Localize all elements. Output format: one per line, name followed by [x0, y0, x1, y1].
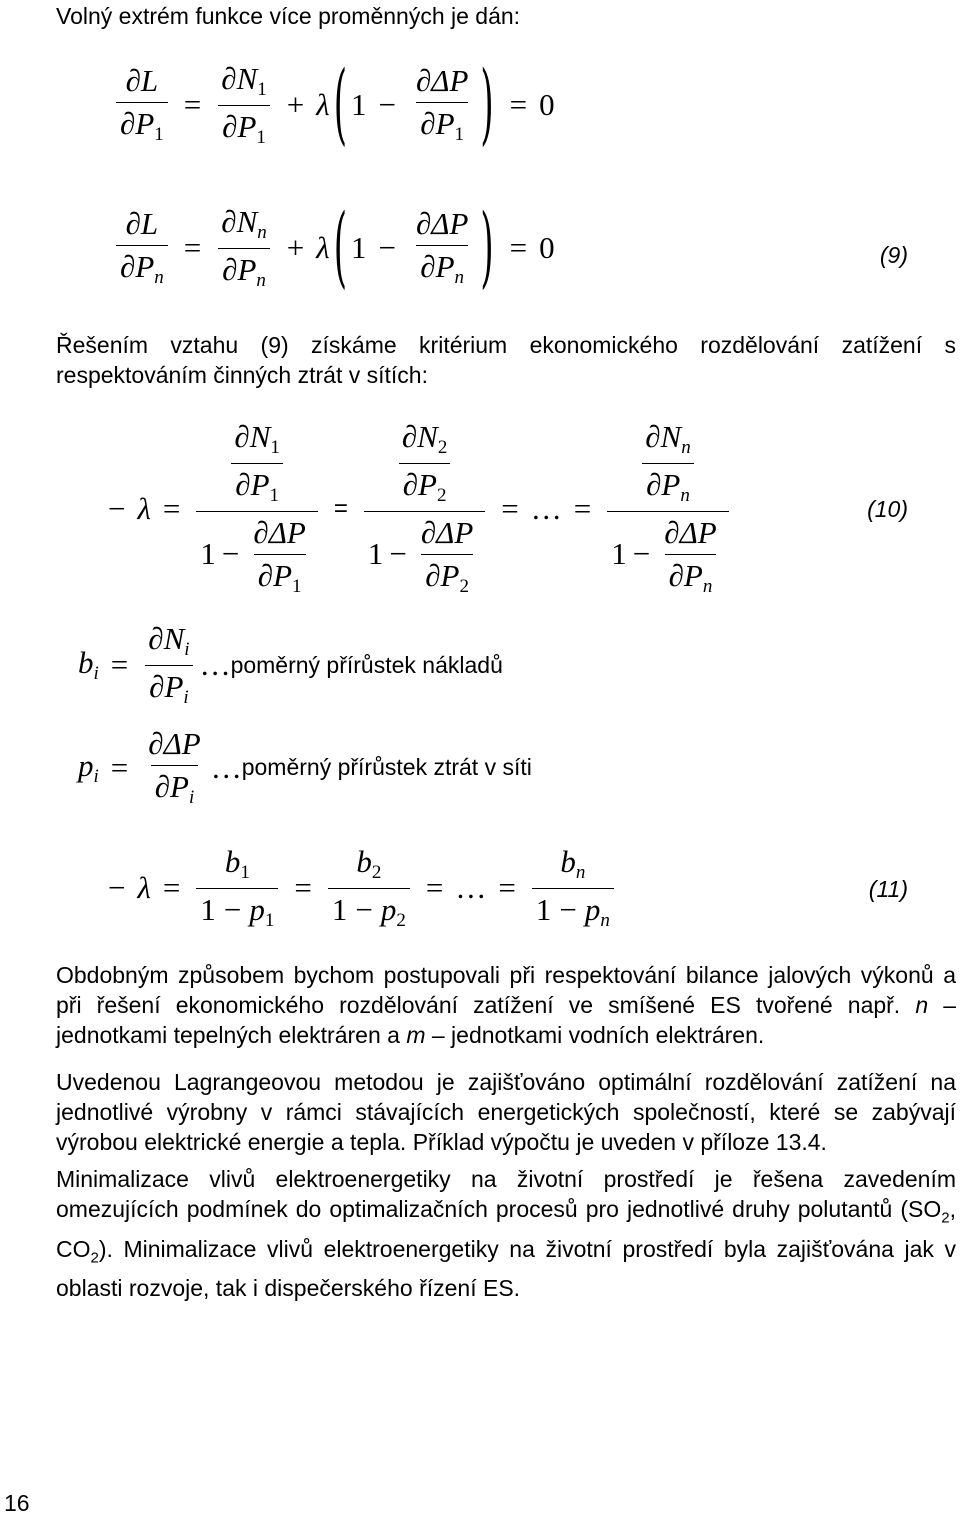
definition-p-text: poměrný přírůstek ztrát v síti — [241, 754, 532, 781]
paragraph-reactive: Obdobným způsobem bychom postupovali při respektování bilance jalových výkonů a při řešení ekonomického rozdělování zatížení ve smíšené ES tvořené např. n – jednotkami tepelných elektráren a m – jednotkami vodních elektráren. — [56, 962, 957, 1048]
definition-b-text: poměrný přírůstek nákladů — [230, 651, 503, 678]
intro-text: Volný extrém funkce více proměnných je dán: — [56, 3, 521, 29]
equation-number-11: (11) — [868, 876, 908, 902]
equation-11: − λ = $\frac{b_1}{1 - p_1}$ = $\frac{b_2}{1 - p_2}$ = … = $\frac{b_n}{1 - p_n}$ — [108, 845, 618, 932]
definition-b-i: $b_i$ = $\frac{\partial N_i}{\partial P_i}$ … poměrný přírůstek nákladů — [78, 621, 503, 708]
equation-partial-p1: $\frac{\partial L}{\partial P_1}$ = $\frac{\partial N_1}{\partial P_1}$ + λ ( 1 − $\frac{\partial\Delta P}{\partial P_1}$ ) = 0 — [112, 62, 555, 149]
equation-10: − λ = $\frac{\partial N_1}{\partial P_1}$ 1 − $\frac{\partial\Delta P}{\partial P_1}$ = $\frac{\partial N_2}{\partial P_2}$ 1 − $\frac{\partial\Delta P}{\partial P_2}$ = … = $\frac{\partial N_n}{\partial P_n}$ 1 − $\frac{\partial\Delta P}{\partial P_n}$ — [108, 420, 733, 598]
paragraph-lagrange: Uvedenou Lagrangeovou metodou je zajišťováno optimální rozdělování zatížení na jednotlivé výrobny v rámci stávajících energetických společností, které se zabývají výrobou elektrické energie a tepla. Příklad výpočtu je uveden v příloze 13.4. — [56, 1069, 956, 1155]
equation-partial-pn: $\frac{\partial L}{\partial P_n}$ = $\frac{\partial N_n}{\partial P_n}$ + λ ( 1 − $\frac{\partial\Delta P}{\partial P_n}$ ) = 0 — [112, 205, 555, 292]
paragraph-criterion: Řešením vztahu (9) získáme kritérium ekonomického rozdělování zatížení s respektováním činných ztrát v sítích: — [56, 332, 956, 388]
equation-number-10: (10) — [867, 496, 908, 522]
equation-number-9: (9) — [879, 242, 908, 268]
definition-p-i: $p_i$ = $\frac{\partial\Delta P}{\partial P_i}$ … poměrný přírůstek ztrát v síti — [78, 726, 532, 809]
page-number: 16 — [4, 1490, 30, 1516]
paragraph-environment: Minimalizace vlivů elektroenergetiky na životní prostředí je řešena zavedením omezujících podmínek do optimalizačních procesů pro jednotlivé druhy polutantů ($SO_2$, $CO_2$). Minimalizace vlivů elektroenergetiky na životní prostředí byla zajišťována jak v oblasti rozvoje, tak i dispečerského řízení ES. — [56, 1166, 956, 1302]
